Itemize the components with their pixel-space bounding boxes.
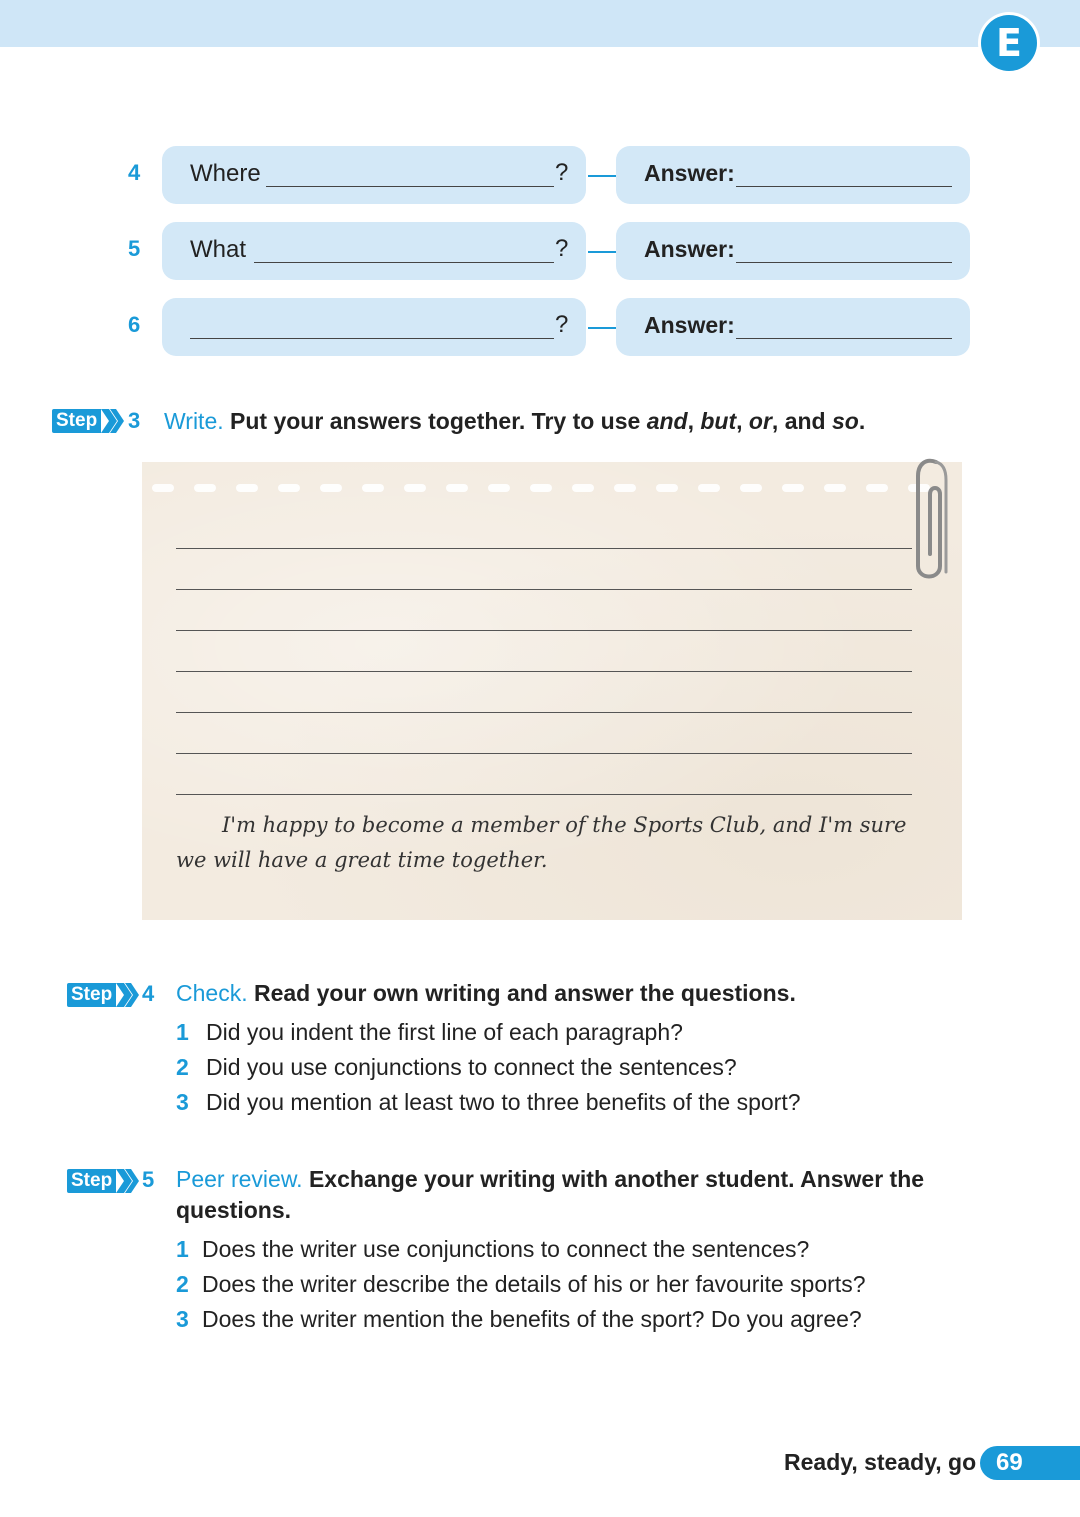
item-number: 3: [176, 1306, 189, 1332]
conjunction-or: or: [748, 408, 772, 434]
step-body-text: Put your answers together. Try to use: [230, 408, 647, 434]
question-box: [162, 146, 586, 204]
step-badge: [67, 1169, 140, 1193]
step-instruction: [164, 406, 865, 437]
step-number: 4: [142, 981, 155, 1006]
step-body: Exchange your writing with another student. Answer the: [308, 1166, 925, 1192]
question-row-6: [0, 298, 1080, 358]
double-chevron-icon: [101, 409, 125, 433]
question-box: [162, 298, 586, 356]
separator: , and: [771, 408, 832, 434]
unit-title: Ready, steady, go: [784, 1449, 977, 1475]
answer-box: [616, 146, 970, 204]
conjunction-and: and: [646, 408, 688, 434]
item-text: Did you mention at least two to three benefits of the sport?: [206, 1089, 801, 1115]
conjunction-but: but: [700, 408, 737, 434]
item-text: Does the writer use conjunctions to connect the sentences?: [202, 1236, 810, 1262]
double-chevron-icon: [116, 1169, 140, 1193]
period: .: [858, 408, 866, 434]
question-mark: ?: [555, 311, 569, 338]
question-blank-line[interactable]: [254, 262, 554, 263]
step-badge-label: Step: [67, 983, 116, 1007]
item-text: Does the writer mention the benefits of the sport? Do you agree?: [202, 1306, 862, 1332]
item-text: Does the writer describe the details of his or her favourite sports?: [202, 1271, 866, 1297]
writing-line[interactable]: [176, 589, 912, 590]
unit-badge: [978, 12, 1040, 74]
answer-blank-line[interactable]: [736, 338, 952, 339]
step-number: 5: [142, 1167, 155, 1192]
item-number: 1: [176, 1236, 189, 1262]
step-heading: Check.: [176, 980, 248, 1006]
top-color-band: [0, 0, 1080, 47]
writing-line[interactable]: [176, 671, 912, 672]
separator: ,: [736, 408, 749, 434]
answer-box: [616, 298, 970, 356]
step-badge: [67, 983, 140, 1007]
question-mark: ?: [555, 159, 569, 186]
answer-label: Answer:: [644, 312, 735, 338]
writing-line[interactable]: [176, 794, 912, 795]
step-body: [230, 408, 865, 434]
writing-line[interactable]: [176, 712, 912, 713]
step-badge-label: Step: [67, 1169, 116, 1193]
answer-blank-line[interactable]: [736, 186, 952, 187]
step-body: Read your own writing and answer the questions.: [253, 980, 796, 1006]
question-row-5: [0, 222, 1080, 282]
item-number: 1: [176, 1019, 189, 1045]
step-heading: Write.: [164, 408, 224, 434]
question-row-4: [0, 146, 1080, 206]
question-number: 6: [128, 312, 141, 337]
question-blank-line[interactable]: [190, 338, 554, 339]
writing-line[interactable]: [176, 630, 912, 631]
unit-letter: E: [981, 15, 1037, 71]
item-text: Did you indent the first line of each paragraph?: [206, 1019, 683, 1045]
question-prompt: Where: [190, 160, 261, 187]
item-text: Did you use conjunctions to connect the sentences?: [206, 1054, 737, 1080]
step-instruction: [176, 978, 796, 1009]
connector-line: [588, 327, 616, 329]
step-instruction: [176, 1164, 924, 1226]
double-chevron-icon: [116, 983, 140, 1007]
conjunction-so: so: [831, 408, 859, 434]
separator: ,: [687, 408, 701, 434]
perforation-edge: [152, 484, 922, 494]
writing-line[interactable]: [176, 548, 912, 549]
answer-label: Answer:: [644, 160, 735, 186]
answer-box: [616, 222, 970, 280]
writing-line[interactable]: [176, 753, 912, 754]
page-number: 69: [980, 1446, 1080, 1480]
question-mark: ?: [555, 235, 569, 262]
step-badge-label: Step: [52, 409, 101, 433]
step-body-continued: questions.: [176, 1197, 292, 1223]
step-badge: [52, 409, 125, 433]
question-number: 5: [128, 236, 141, 261]
question-number: 4: [128, 160, 141, 185]
item-number: 2: [176, 1271, 189, 1297]
question-prompt: What: [190, 236, 247, 263]
step-number: 3: [128, 408, 141, 433]
paperclip-icon: [906, 454, 952, 588]
model-closing-sentence: I'm happy to become a member of the Sports Club, and I'm sure we will have a great time together.: [176, 813, 907, 872]
connector-line: [588, 175, 616, 177]
writing-paper: [142, 462, 962, 920]
item-number: 3: [176, 1089, 189, 1115]
step-heading: Peer review.: [176, 1166, 303, 1192]
answer-label: Answer:: [644, 236, 735, 262]
item-number: 2: [176, 1054, 189, 1080]
connector-line: [588, 251, 616, 253]
question-box: [162, 222, 586, 280]
answer-blank-line[interactable]: [736, 262, 952, 263]
question-blank-line[interactable]: [266, 186, 554, 187]
